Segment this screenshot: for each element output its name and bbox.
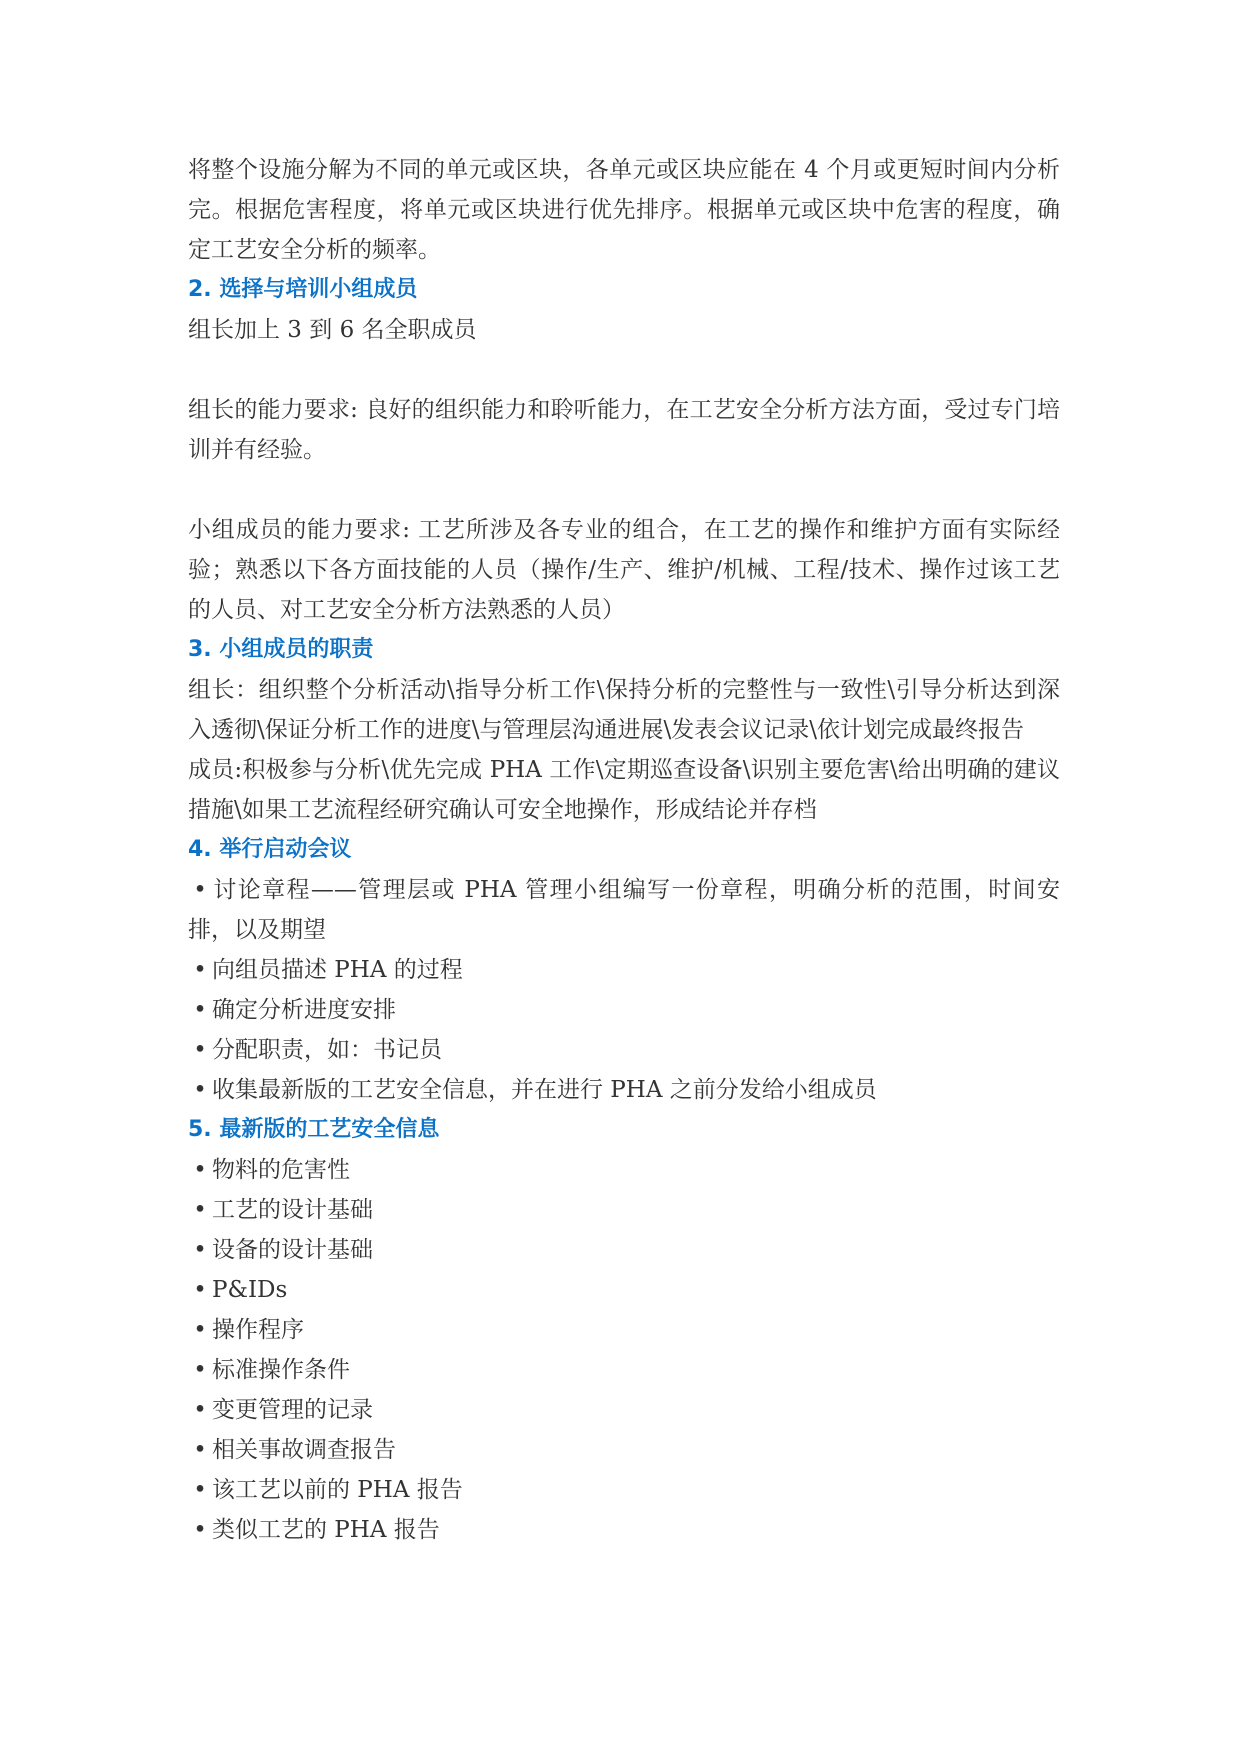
list-item	[188, 1430, 1060, 1470]
list-item	[188, 990, 1060, 1030]
bullet-icon: •	[193, 1077, 207, 1103]
list-item-text: 操作程序	[212, 1317, 304, 1343]
list-item-text: 物料的危害性	[212, 1157, 350, 1183]
bullet-icon: •	[193, 1477, 207, 1503]
list-item	[188, 1230, 1060, 1270]
bullet-icon: •	[193, 1237, 207, 1263]
list-item-text: 收集最新版的工艺安全信息，并在进行 PHA 之前分发给小组成员	[212, 1077, 877, 1103]
bullet-icon: •	[193, 1517, 207, 1543]
bullet-icon: •	[193, 1037, 207, 1063]
bullet-icon: •	[193, 1397, 207, 1423]
list-item-text: 标准操作条件	[212, 1357, 350, 1383]
list-item-text: 设备的设计基础	[212, 1237, 373, 1263]
list-item	[188, 870, 1060, 950]
list-item-text: P&IDs	[212, 1277, 288, 1303]
list-item	[188, 950, 1060, 990]
bullet-icon: •	[193, 1157, 207, 1183]
list-item-text: 确定分析进度安排	[212, 997, 396, 1023]
section-3-paragraph-2: 成员:积极参与分析\优先完成 PHA 工作\定期巡查设备\识别主要危害\给出明确的建议措施\如果工艺流程经研究确认可安全地操作，形成结论并存档	[188, 757, 1060, 823]
bullet-icon: •	[193, 957, 207, 983]
intro-paragraph: 将整个设施分解为不同的单元或区块，各单元或区块应能在 4 个月或更短时间内分析完。根据危害程度，将单元或区块进行优先排序。根据单元或区块中危害的程度，确定工艺安全分析的频率。	[188, 157, 1060, 263]
list-item	[188, 1030, 1060, 1070]
paragraph-spacer	[188, 470, 1060, 510]
list-item-text: 该工艺以前的 PHA 报告	[212, 1477, 463, 1503]
list-item	[188, 1510, 1060, 1550]
list-item-text: 向组员描述 PHA 的过程	[212, 957, 463, 983]
section-3-paragraph-1: 组长：组织整个分析活动\指导分析工作\保持分析的完整性与一致性\引导分析达到深入透彻\保证分析工作的进度\与管理层沟通进展\发表会议记录\依计划完成最终报告	[188, 677, 1060, 743]
list-item	[188, 1150, 1060, 1190]
section-4-heading: 4. 举行启动会议	[188, 837, 352, 862]
section-4-list	[188, 870, 1060, 1110]
section-2-heading: 2. 选择与培训小组成员	[188, 277, 418, 302]
document-page	[188, 150, 1060, 1550]
bullet-icon: •	[193, 1277, 207, 1303]
list-item	[188, 1390, 1060, 1430]
list-item	[188, 1190, 1060, 1230]
bullet-icon: •	[193, 1357, 207, 1383]
section-2-paragraph-1: 组长加上 3 到 6 名全职成员	[188, 317, 477, 343]
list-item-text: 类似工艺的 PHA 报告	[212, 1517, 440, 1543]
list-item-text: 变更管理的记录	[212, 1397, 373, 1423]
list-item	[188, 1310, 1060, 1350]
section-2-paragraph-2: 组长的能力要求: 良好的组织能力和聆听能力，在工艺安全分析方法方面，受过专门培训并有经验。	[188, 397, 1060, 463]
paragraph-spacer	[188, 350, 1060, 390]
list-item-text: 分配职责，如：书记员	[212, 1037, 442, 1063]
list-item-text: 相关事故调查报告	[212, 1437, 396, 1463]
list-item	[188, 1470, 1060, 1510]
list-item-text: 工艺的设计基础	[212, 1197, 373, 1223]
section-2-paragraph-3: 小组成员的能力要求: 工艺所涉及各专业的组合，在工艺的操作和维护方面有实际经验；熟悉以下各方面技能的人员（操作/生产、维护/机械、工程/技术、操作过该工艺的人员、对工艺安全分析方法熟悉的人员）	[188, 517, 1060, 623]
section-5-heading: 5. 最新版的工艺安全信息	[188, 1117, 440, 1142]
bullet-icon: •	[193, 997, 207, 1023]
section-3-heading: 3. 小组成员的职责	[188, 637, 374, 662]
list-item	[188, 1270, 1060, 1310]
bullet-icon: •	[193, 1437, 207, 1463]
list-item	[188, 1350, 1060, 1390]
section-5-list	[188, 1150, 1060, 1550]
bullet-icon: •	[193, 1317, 207, 1343]
list-item	[188, 1070, 1060, 1110]
bullet-icon: •	[193, 1197, 207, 1223]
bullet-icon: •	[193, 877, 207, 903]
list-item-text: 讨论章程——管理层或 PHA 管理小组编写一份章程，明确分析的范围，时间安排，以及期望	[188, 877, 1060, 943]
